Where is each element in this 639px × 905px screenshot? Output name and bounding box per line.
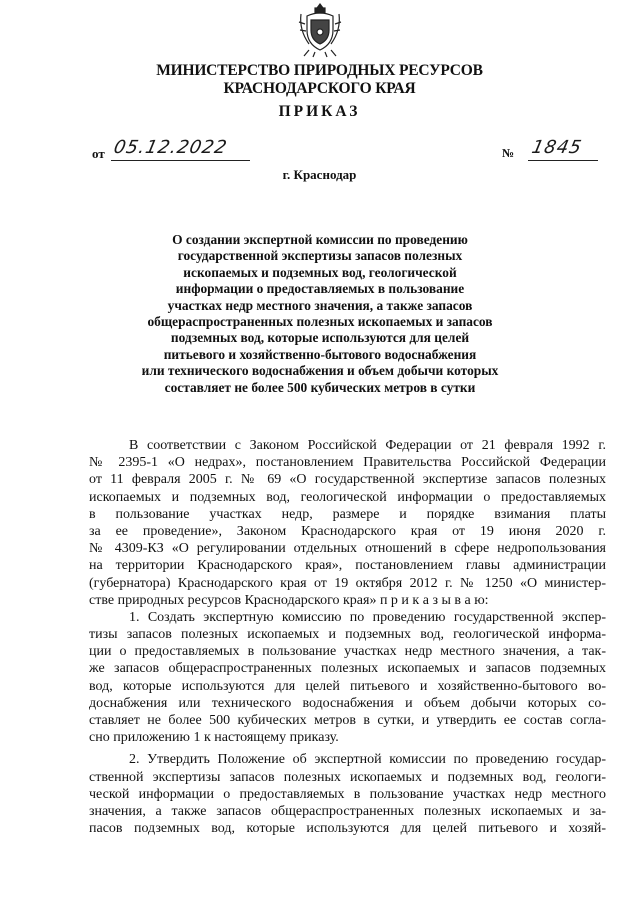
- number-underline: [528, 160, 598, 161]
- title-line: подземных вод, которые используются для целей: [170, 330, 470, 346]
- preamble-line: на территории Краснодарского края», постановлением главы администрации: [89, 558, 606, 574]
- item1-line: вод, которые используются для целей питьевого и хозяйственно-бытового во-: [89, 678, 606, 694]
- ministry-name-line1: МИНИСТЕРСТВО ПРИРОДНЫХ РЕСУРСОВ: [156, 62, 483, 79]
- preamble-line: в пользование участках недр, размере и порядке взимания платы: [89, 506, 606, 522]
- preamble-line: В соответствии с Законом Российской Федерации от 21 февраля 1992 г.: [129, 438, 606, 453]
- ministry-name-line2: КРАСНОДАРСКОГО КРАЯ: [223, 80, 416, 97]
- title-line: общераспространенных полезных ископаемых и запасов: [147, 314, 493, 330]
- title-line: или технического водоснабжения и объем добычи которых: [141, 363, 499, 379]
- preamble-line: от 11 февраля 2005 г. № 69 «О государственной экспертизе запасов полезных: [89, 472, 606, 488]
- number-value: 1845: [529, 137, 585, 158]
- item2-line: ственной экспертизы запасов полезных ископаемых и подземных вод, геологи-: [89, 769, 606, 785]
- item1-line: 1. Создать экспертную комиссию по проведению государственной экспер-: [129, 609, 606, 625]
- document-type: ПРИКАЗ: [278, 103, 361, 120]
- preamble-line: № 4309-КЗ «О регулировании отдельных отношений в сфере недропользования: [89, 541, 606, 557]
- title-line: информации о предоставляемых в пользование: [175, 281, 465, 297]
- item1-line: тизы запасов полезных ископаемых и подземных вод, геологической информа-: [89, 627, 606, 643]
- title-line: питьевого и хозяйственно-бытового водоснабжения: [163, 346, 477, 362]
- item1-line: ставляет не более 500 кубических метров в сутки, и утвердить ее состав согла-: [89, 713, 606, 728]
- preamble-line: стве природных ресурсов Краснодарского края» п р и к а з ы в а ю:: [89, 592, 489, 608]
- title-line: участках недр местного значения, а также запасов: [167, 297, 473, 313]
- item2-line: пасов подземных вод, которые используются для целей питьевого и хозяй-: [89, 821, 606, 837]
- date-underline: [111, 160, 250, 161]
- item2-line: 2. Утвердить Положение об экспертной комиссии по проведению государ-: [129, 752, 606, 768]
- date-value: 05.12.2022: [111, 137, 230, 158]
- preamble-line: за ее проведение», Законом Краснодарского края от 19 июня 2020 г.: [89, 523, 606, 539]
- preamble-line: № 2395-1 «О недрах», постановлением Правительства Российской Федерации: [89, 455, 606, 471]
- item1-line: же запасов общераспространенных полезных ископаемых и запасов подземных: [89, 661, 606, 677]
- title-line: государственной экспертизы запасов полезных: [177, 248, 463, 264]
- title-line: составляет не более 500 кубических метров в сутки: [164, 379, 476, 395]
- number-label: №: [502, 146, 515, 160]
- order-title: [120, 232, 520, 396]
- date-label: от: [92, 146, 105, 161]
- coat-of-arms-icon: [297, 2, 343, 58]
- item2-line: значения, а также запасов общераспространенных полезных ископаемых и за-: [89, 803, 606, 819]
- item1-line: ции о предоставляемых в пользование участках недр местного значения, а так-: [89, 644, 606, 660]
- preamble-line: (губернатора) Краснодарского края от 19 октября 2012 г. № 1250 «О министер-: [89, 575, 606, 591]
- preamble-line: ископаемых и подземных вод, геологической информации о предоставляемых: [89, 489, 606, 505]
- order-body: [89, 437, 606, 837]
- title-line: ископаемых и подземных вод, геологической: [183, 264, 457, 280]
- city: г. Краснодар: [282, 167, 357, 182]
- title-line: О создании экспертной комиссии по проведению: [172, 232, 468, 247]
- item1-line: сно приложению 1 к настоящему приказу.: [89, 730, 339, 746]
- item1-line: доснабжения или технического водоснабжения и объем добычи которых со-: [89, 695, 606, 711]
- item2-line: ческой информации о предоставляемых в пользование участках недр местного: [89, 786, 606, 802]
